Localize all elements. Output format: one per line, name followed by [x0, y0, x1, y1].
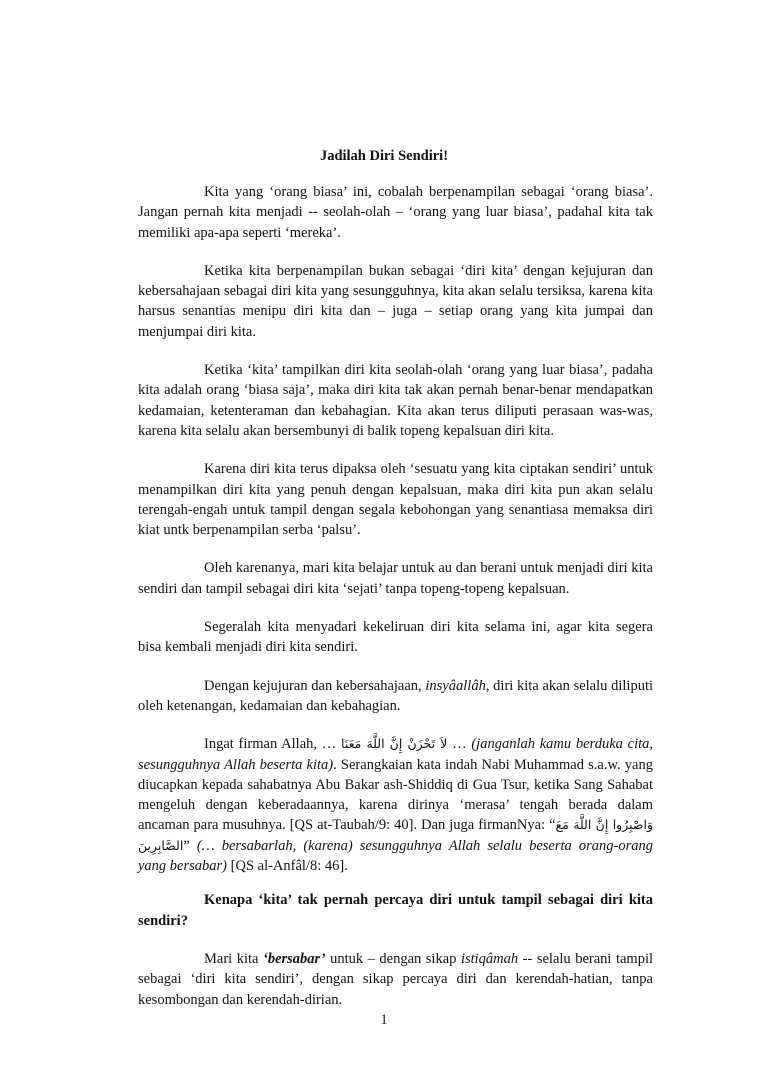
- paragraph-5: Oleh karenanya, mari kita belajar untuk au dan berani untuk menjadi diri kita sendiri dan tampil sebagai diri kita ‘sejati’ tanpa topeng-topeng kepalsuan.: [138, 560, 653, 597]
- paragraph-7: [138, 676, 653, 717]
- page-number: 1: [380, 1012, 388, 1028]
- p8-text-b: …: [447, 736, 472, 753]
- p8-translation-1: (janganlah kamu berduka cita, sesungguhnya Allah beserta kita): [138, 736, 654, 773]
- p10-bersabar: ‘bersabar’: [262, 950, 326, 967]
- p10-text-e: -- selalu berani tampil sebagai ‘diri kita sendiri’, dengan sikap percaya diri dan kerendah-hatian, tanpa kesombongan dan kerendah-dirian.: [138, 950, 653, 1008]
- paragraph-1: Kita yang ‘orang biasa’ ini, cobalah berpenampilan sebagai ‘orang biasa’. Jangan pernah kita menjadi -- seolah-olah – ‘orang yang luar biasa’, padahal kita tak memiliki apa-apa seperti ‘mereka’.: [138, 184, 653, 241]
- p8-text-g: [QS al-Anfâl/8: 46].: [227, 858, 348, 875]
- page-title: Jadilah Diri Sendiri!: [319, 148, 449, 164]
- p8-text-e: ”: [183, 837, 197, 854]
- section-heading: Kenapa ‘kita’ tak pernah percaya diri untuk tampil sebagai diri kita sendiri?: [138, 892, 653, 929]
- paragraph-2: Ketika kita berpenampilan bukan sebagai ‘diri kita’ dengan kejujuran dan kebersahajaan sebagai diri kita yang sesungguhnya, kita akan selalu tersiksa, karena kita harsus senantias menipu diri kita dan – juga – setiap orang yang kita jumpai dan menjumpai diri kita.: [138, 262, 653, 340]
- p8-arabic-quote-2: وَاصْبِرُوا إِنَّ اللَّهَ مَعَ الصَّابِرِينَ: [138, 817, 653, 853]
- p7-insyaallah: insyâallâh: [425, 677, 486, 694]
- paragraph-8: [138, 734, 653, 876]
- p8-translation-2: (… bersabarlah, (karena) sesungguhnya Allah selalu beserta orang-orang yang bersabar): [138, 837, 653, 875]
- p7-text-c: , diri kita akan selalu diliputi oleh ketenangan, kedamaian dan kebahagian.: [138, 677, 654, 714]
- p8-text-d: . Serangkaian kata indah Nabi Muhammad s.a.w. yang diucapkan kepada sahabatnya Abu Bakar ash-Shiddiq di Gua Tsur, ketika Sang Sahabat mengeluh dengan keberadaannya, karena dirinya ‘merasa’ tengah berada dalam ancaman para musuhnya. [QS at-Taubah/9: 40]. Dan juga firmanNya: “: [138, 756, 653, 834]
- paragraph-3: Ketika ‘kita’ tampilkan diri kita seolah-olah ‘orang yang luar biasa’, padaha kita adalah orang ‘biasa saja’, maka diri kita tak akan pernah benar-benar mendapatkan kedamaian, ketenteraman dan kebahagian. Kita akan terus diliputi perasaan was-was, karena kita selalu akan bersembunyi di balik topeng kepalsuan diri kita.: [138, 362, 653, 439]
- paragraph-4: Karena diri kita terus dipaksa oleh ‘sesuatu yang kita ciptakan sendiri’ untuk menampilkan diri kita yang penuh dengan kepalsuan, maka diri kita pun akan selalu terengah-engah untuk tampil dengan segala kebohongan yang senantiasa memaksa diri kiat untk berpenampilan serba ‘palsu’.: [138, 461, 653, 539]
- p8-text-a: Ingat firman Allah, …: [204, 736, 342, 753]
- p10-text-a: Mari kita: [204, 950, 263, 967]
- paragraph-10: [138, 949, 653, 1010]
- p10-istiqamah: istiqâmah: [460, 950, 519, 967]
- p8-arabic-quote-1: لاَ تَحْزَنْ إِنَّ اللَّهَ مَعَنَا: [341, 736, 448, 752]
- document-body: [138, 182, 653, 1028]
- paragraph-6: Segeralah kita menyadari kekeliruan diri kita selama ini, agar kita segera bisa kembali menjadi diri kita sendiri.: [138, 619, 653, 656]
- p7-text-a: Dengan kejujuran dan kebersahajaan,: [204, 677, 426, 694]
- p10-text-c: untuk – dengan sikap: [325, 950, 461, 967]
